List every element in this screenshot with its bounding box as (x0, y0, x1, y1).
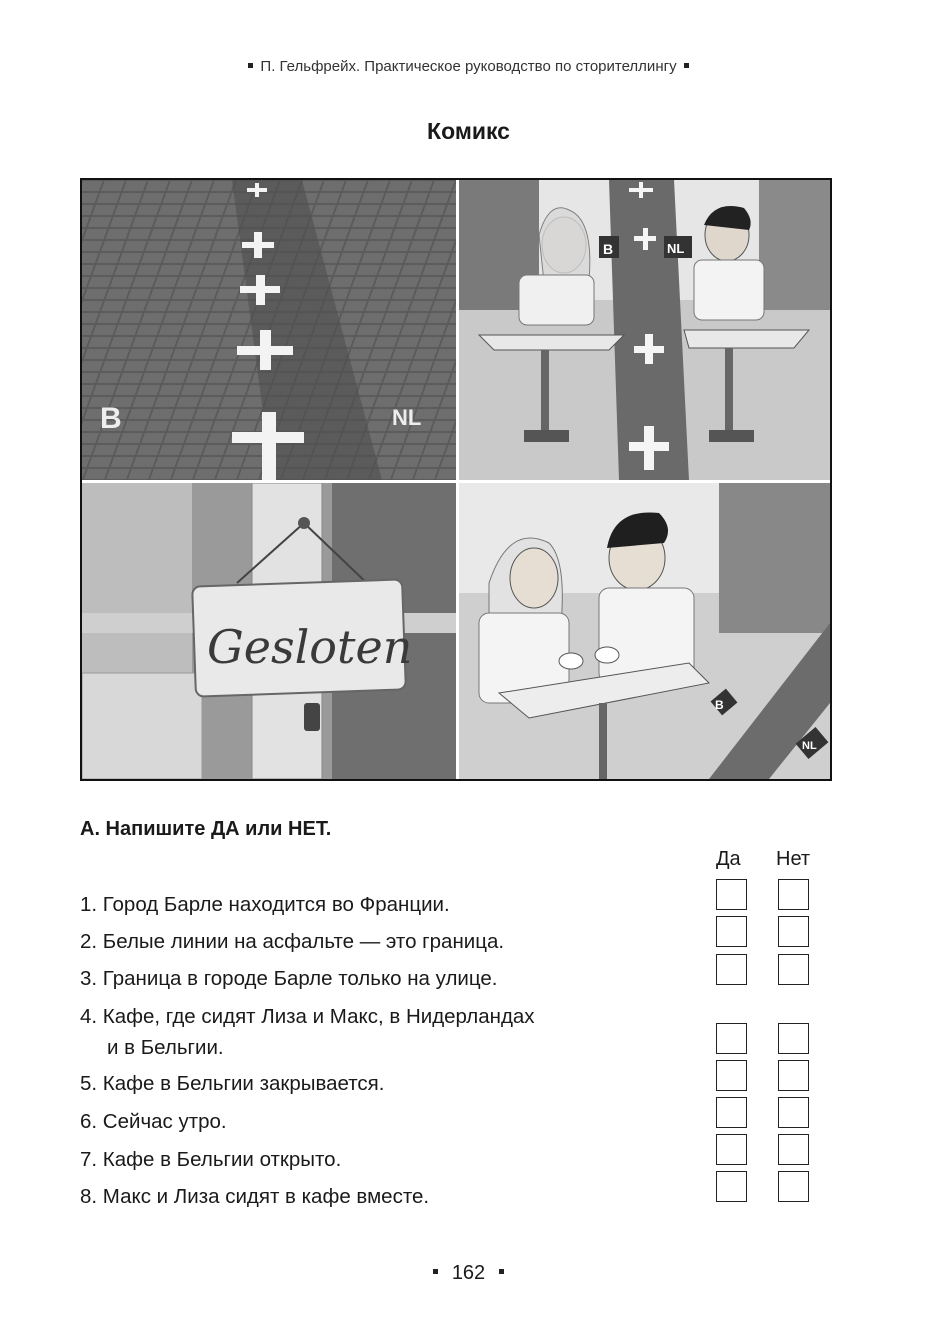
answer-box-q3-no[interactable] (778, 954, 809, 985)
answer-box-q5-no[interactable] (778, 1060, 809, 1091)
label-b: B (603, 241, 614, 257)
bullet-square (684, 63, 689, 68)
comic-panel-together (459, 483, 830, 779)
answer-box-q4-yes[interactable] (716, 1023, 747, 1054)
panel-gutter-horizontal (82, 480, 830, 483)
question-6: 6. Сейчас утро. (80, 1110, 227, 1133)
bullet-square (499, 1269, 504, 1274)
question-5: 5. Кафе в Бельгии закрывается. (80, 1072, 385, 1095)
question-4-line-1: 4. Кафе, где сидят Лиза и Макс, в Нидерландах (80, 1005, 535, 1028)
answer-box-q8-no[interactable] (778, 1171, 809, 1202)
label-b: B (715, 698, 724, 712)
answer-box-q7-yes[interactable] (716, 1134, 747, 1165)
bullet-square (248, 63, 253, 68)
column-header-no: Нет (776, 848, 811, 870)
page-title: Комикс (427, 118, 510, 144)
column-header-yes: Да (716, 848, 741, 870)
answer-box-q1-yes[interactable] (716, 879, 747, 910)
answer-box-q5-yes[interactable] (716, 1060, 747, 1091)
answer-box-q2-yes[interactable] (716, 916, 747, 947)
answer-box-q2-no[interactable] (778, 916, 809, 947)
sign-text: Gesloten (207, 620, 413, 674)
label-nl: NL (392, 405, 422, 430)
comic-strip (80, 178, 832, 781)
answer-box-q7-no[interactable] (778, 1134, 809, 1165)
answer-box-q6-no[interactable] (778, 1097, 809, 1128)
answer-box-q4-no[interactable] (778, 1023, 809, 1054)
question-2: 2. Белые линии на асфальте — это граница. (80, 930, 505, 953)
label-nl: NL (802, 740, 817, 752)
comic-panel-closed-sign (82, 483, 456, 779)
label-b: B (100, 402, 122, 435)
question-8: 8. Макс и Лиза сидят в кафе вместе. (80, 1185, 430, 1208)
answer-box-q6-yes[interactable] (716, 1097, 747, 1128)
page-footer (0, 1262, 937, 1285)
question-3: 3. Граница в городе Барле только на улице. (80, 967, 498, 990)
comic-panel-border-street (82, 180, 456, 480)
comic-panel-cafe-tables (459, 180, 830, 480)
exercise-heading: А. Напишите ДА или НЕТ. (80, 818, 332, 840)
question-4-line-2: и в Бельгии. (107, 1036, 224, 1059)
question-1: 1. Город Барле находится во Франции. (80, 893, 450, 916)
answer-box-q3-yes[interactable] (716, 954, 747, 985)
bullet-square (433, 1269, 438, 1274)
page-number: 162 (451, 1262, 486, 1284)
answer-box-q1-no[interactable] (778, 879, 809, 910)
label-nl: NL (667, 241, 685, 256)
running-title: П. Гельфрейх. Практическое руководство по сторителлингу (260, 58, 677, 75)
running-header (0, 58, 937, 75)
question-4 (80, 1001, 535, 1063)
answer-box-q8-yes[interactable] (716, 1171, 747, 1202)
question-7: 7. Кафе в Бельгии открыто. (80, 1148, 342, 1171)
